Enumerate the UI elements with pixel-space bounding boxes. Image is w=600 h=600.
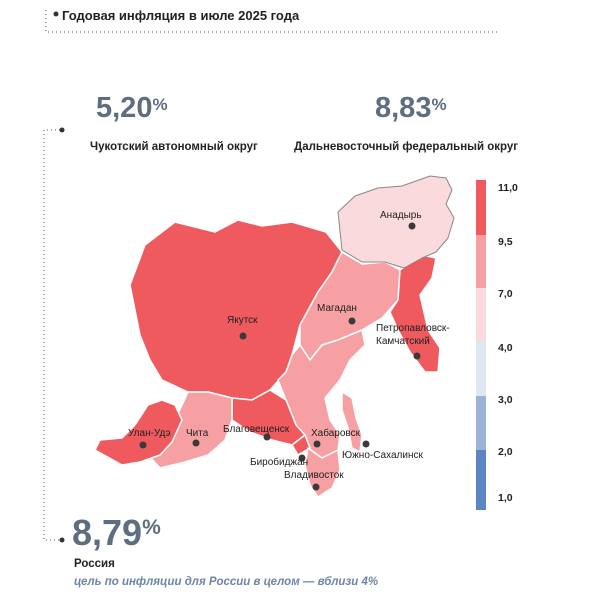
marker-ulan-ude	[140, 442, 147, 449]
page-title: Годовая инфляция в июле 2025 года	[62, 8, 300, 23]
legend-swatch-2	[476, 235, 486, 288]
russia-label: Россия	[74, 558, 115, 570]
russia-value: 8,79%	[72, 512, 161, 553]
region-chukotka	[338, 176, 454, 268]
legend	[476, 180, 518, 510]
city-label-khabarovsk: Хабаровск	[311, 428, 360, 439]
region-sakhalin	[342, 392, 362, 452]
dfo-label: Дальневосточный федеральный округ	[294, 141, 519, 153]
marker-petropavlovsk	[414, 353, 421, 360]
legend-label-2: 9,5	[498, 236, 513, 248]
legend-label-4: 4,0	[498, 342, 513, 354]
city-label-yakutsk: Якутск	[227, 315, 258, 326]
legend-swatch-3	[476, 288, 486, 341]
city-label-anadyr: Анадырь	[380, 210, 422, 221]
marker-anadyr	[409, 223, 416, 230]
city-label-chita: Чита	[186, 428, 209, 439]
legend-swatch-1	[476, 180, 486, 235]
marker-khabarovsk	[314, 441, 321, 448]
legend-label-5: 3,0	[498, 394, 513, 406]
legend-label-3: 7,0	[498, 288, 513, 300]
marker-yuzhno-sakhalinsk	[363, 441, 370, 448]
city-label-petropavlovsk: Петропавловск-	[376, 323, 450, 334]
marker-chita	[193, 440, 200, 447]
marker-yakutsk	[240, 333, 247, 340]
city-label-vladivostok: Владивосток	[284, 470, 344, 481]
legend-label-6: 2,0	[498, 446, 513, 458]
city-label-magadan: Магадан	[317, 303, 357, 314]
legend-swatch-6	[476, 450, 486, 510]
legend-swatch-4	[476, 341, 486, 396]
city-label-ulan-ude: Улан-Удэ	[128, 428, 171, 439]
city-label-birobidzhan: Биробиджан	[250, 457, 309, 468]
legend-swatch-5	[476, 396, 486, 450]
dfo-value: 8,83%	[375, 92, 447, 124]
chukotka-value: 5,20%	[96, 92, 168, 124]
legend-label-1: 11,0	[498, 182, 518, 194]
marker-magadan	[349, 318, 356, 325]
legend-label-7: 1,0	[498, 492, 513, 504]
marker-vladivostok	[313, 484, 320, 491]
chukotka-label: Чукотский автономный округ	[90, 141, 258, 153]
inflation-goal-note: цель по инфляции для России в целом — вблизи 4%	[74, 576, 379, 588]
city-label-blagoveshchensk: Благовещенск	[223, 424, 290, 435]
city-label-yuzhno-sakhalinsk: Южно-Сахалинск	[342, 450, 423, 461]
city-label-kamchatsky: Камчатский	[376, 336, 430, 347]
